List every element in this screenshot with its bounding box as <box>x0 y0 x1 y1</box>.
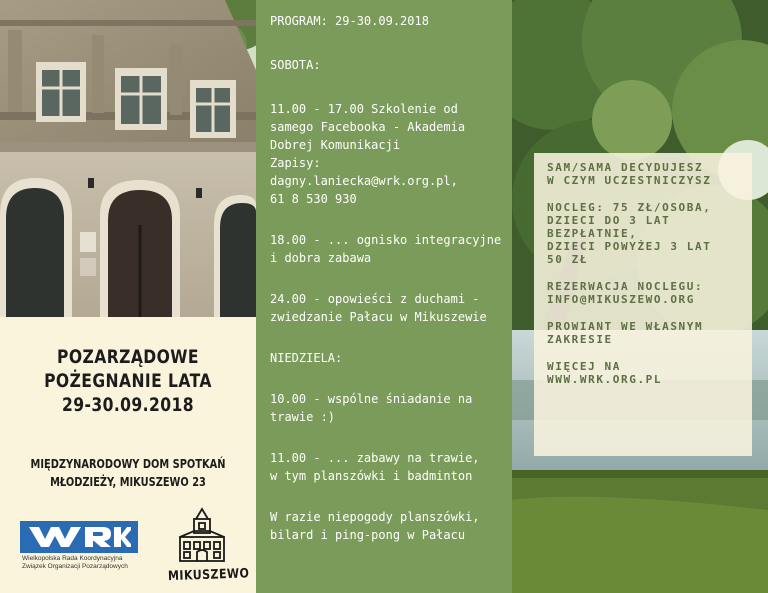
program-line: bilard i ping-pong w Pałacu <box>270 528 466 542</box>
program-line: 18.00 - ... ognisko integracyjne <box>270 233 502 247</box>
program-line: w tym planszówki i badminton <box>270 469 473 483</box>
program-line: 11.00 - ... zabawy na trawie, <box>270 451 480 465</box>
wrk-letters-icon <box>27 525 131 549</box>
program-line: 11.00 - 17.00 Szkolenie od <box>270 102 458 116</box>
venue <box>23 455 233 491</box>
mikuszewo-logo <box>162 507 250 585</box>
sunday-label: NIEDZIELA: <box>270 351 343 365</box>
wrk-logo-mark <box>20 521 138 553</box>
event-info-panel <box>0 317 256 593</box>
info-line: W CZYM UCZESTNICZYSZ <box>547 174 712 187</box>
program-item <box>270 231 512 267</box>
info-line: PROWIANT WE WŁASNYM <box>547 320 704 333</box>
info-line: 50 ZŁ <box>547 253 589 266</box>
program-line: W razie niepogody planszówki, <box>270 510 480 524</box>
mikuszewo-label: MIKUSZEWO <box>167 566 250 585</box>
program-line: Zapisy: <box>270 156 321 170</box>
info-line: SAM/SAMA DECYDUJESZ <box>547 161 704 174</box>
program-item <box>270 390 512 426</box>
program-line: 61 8 530 930 <box>270 192 357 206</box>
venue-line: MŁODZIEŻY, MIKUSZEWO 23 <box>50 475 206 489</box>
program-item <box>270 100 512 208</box>
upper-window <box>190 80 236 138</box>
wrk-caption-line: Związek Organizacji Pozarządowych <box>22 562 128 570</box>
program-line: Dobrej Komunikacji <box>270 138 401 152</box>
info-line: ZAKRESIE <box>547 333 613 346</box>
event-title <box>23 345 233 417</box>
event-title-line: POZARZĄDOWE <box>57 346 199 368</box>
program-panel <box>256 0 512 593</box>
info-line: REZERWACJA NOCLEGU: <box>547 280 704 293</box>
event-title-line: POŻEGNANIE LATA <box>44 370 212 392</box>
program-line: samego Facebooka - Akademia <box>270 120 466 134</box>
info-block <box>547 320 752 346</box>
wrk-caption-line: Wielkopolska Rada Koordynacyjna <box>22 555 123 562</box>
upper-window <box>36 62 86 122</box>
program-line: dagny.laniecka@wrk.org.pl, <box>270 174 458 188</box>
palace-photo <box>0 0 256 317</box>
venue-line: MIĘDZYNARODOWY DOM SPOTKAŃ <box>30 457 226 471</box>
info-line: DZIECI DO 3 LAT <box>547 214 671 227</box>
info-line: DZIECI POWYŻEJ 3 LAT <box>547 240 712 253</box>
info-block <box>547 280 752 306</box>
info-block <box>547 161 752 187</box>
wrk-logo <box>20 521 138 570</box>
program-item <box>270 508 512 544</box>
palace-facade-illustration <box>0 0 256 317</box>
palace-sketch-icon <box>174 507 230 565</box>
event-date: 29-30.09.2018 <box>61 394 195 416</box>
info-line: NOCLEG: 75 ZŁ/OSOBA, <box>547 201 712 214</box>
info-line: INFO@MIKUSZEWO.ORG <box>547 293 696 306</box>
program-line: zwiedzanie Pałacu w Mikuszewie <box>270 310 487 324</box>
upper-window <box>115 68 167 130</box>
program-line: 10.00 - wspólne śniadanie na <box>270 392 473 406</box>
program-item <box>270 290 512 326</box>
program-header: PROGRAM: 29-30.09.2018 <box>270 14 429 28</box>
program-line: 24.00 - opowieści z duchami - <box>270 292 480 306</box>
saturday-label: SOBOTA: <box>270 58 321 72</box>
practical-info-box <box>534 153 752 456</box>
info-line: BEZPŁATNIE, <box>547 227 638 240</box>
wrk-logo-caption <box>20 555 138 570</box>
info-line: WIĘCEJ NA <box>547 360 622 373</box>
info-block <box>547 360 752 386</box>
info-block <box>547 201 752 266</box>
program-line: i dobra zabawa <box>270 251 372 265</box>
program-item <box>270 449 512 485</box>
program-line: trawie :) <box>270 410 336 424</box>
info-line: WWW.WRK.ORG.PL <box>547 373 663 386</box>
